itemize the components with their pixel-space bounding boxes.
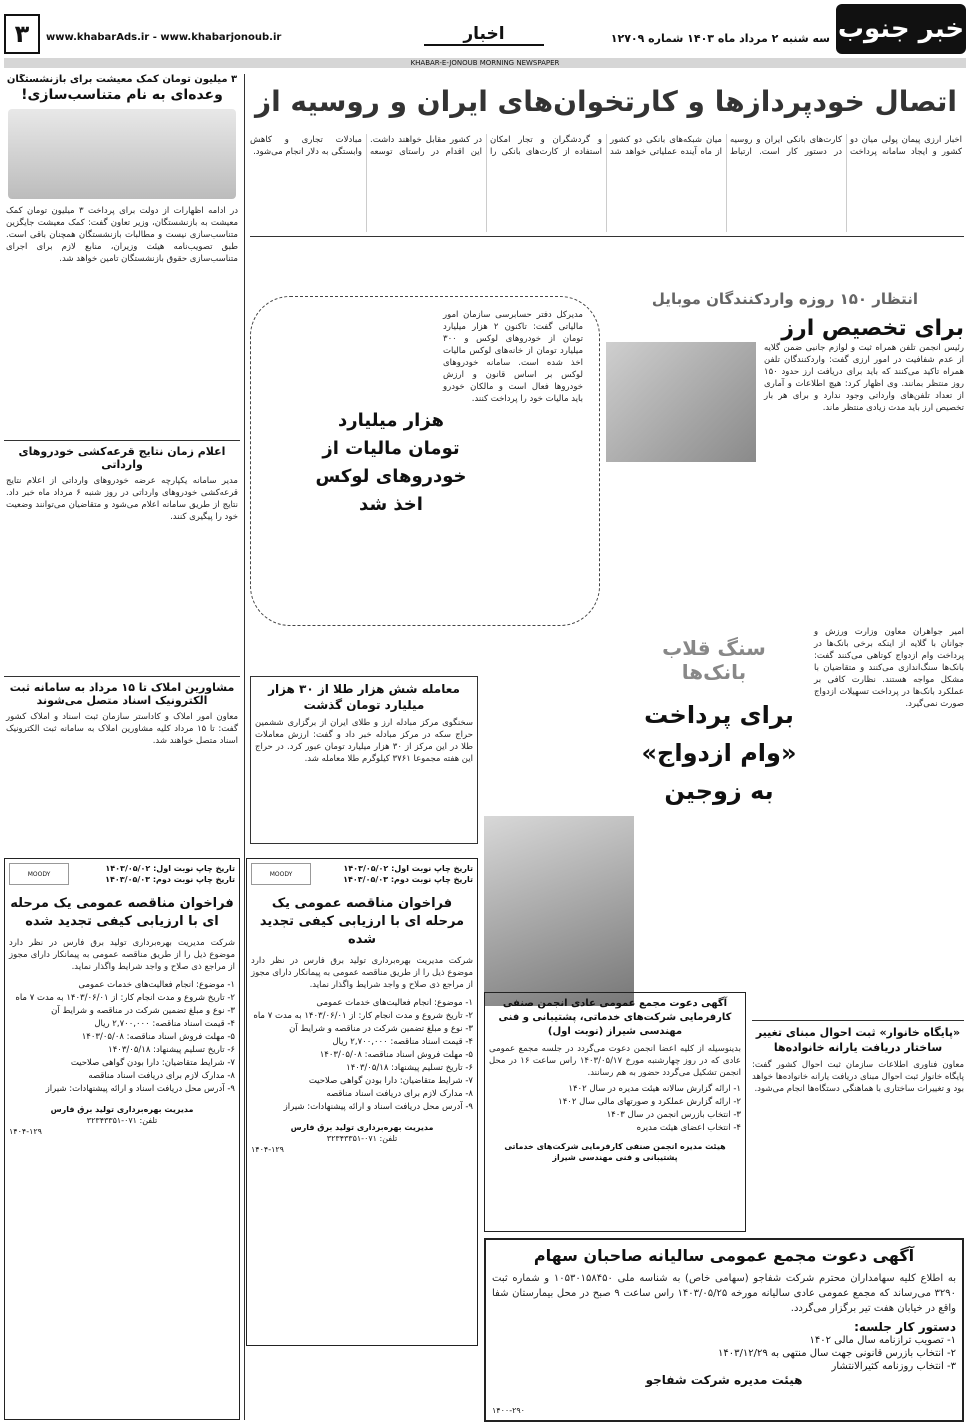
tender-item: ۷- شرایط متقاضیان: دارا بودن گواهی صلاحیت: [308, 1076, 473, 1086]
tender-ad-1: [4, 858, 240, 1420]
agenda-item: ۳- انتخاب بازرس انجمن در سال ۱۴۰۳: [606, 1110, 741, 1120]
tender-date-1: تاریخ چاپ نوبت اول: ۱۴۰۳/۰۵/۰۲: [105, 864, 235, 873]
tender-footer: مدیریت بهره‌برداری تولید برق فارس: [290, 1123, 434, 1132]
tender-title: فراخوان مناقصه عمومی یک مرحله ای با ارزیابی کیفی تجدید شده: [259, 896, 465, 947]
tender-item: ۵- مهلت فروش اسناد مناقصه: ۱۴۰۳/۰۵/۰۸: [81, 1032, 235, 1042]
gold-body: سخنگوی مرکز مبادله ارز و طلای ایران از برگزاری ششمین حراج سکه در مرکز مبادله خبر داد و گفت: ارزش معاملات طلا در این مرکز از ۳۰ هزار میلیارد تومان عبور کرد. در حراج این هفته مجموعا ۳۷۶۱ کیلوگرم طلا معامله شد.: [255, 718, 473, 764]
loan-kicker: سنگ قلاب بانک‌ها: [662, 636, 766, 684]
tender-date-2: تاریخ چاپ نوبت دوم: ۱۴۰۳/۰۵/۰۳: [343, 875, 473, 884]
tender-items: [251, 997, 473, 1114]
tender-item: ۱- موضوع: انجام فعالیت‌های خدمات عمومی: [316, 998, 473, 1008]
agenda-item: ۲- ارائه گزارش عملکرد و صورتهای مالی سال ۱۴۰۲: [558, 1097, 741, 1107]
tender-item: ۹- آدرس محل دریافت اسناد و ارائه پیشنهادات: شیراز: [45, 1084, 235, 1094]
tender-phone: تلفن: ۰۷۱-۳۲۳۴۳۳۵۱: [326, 1134, 398, 1143]
tender-phone: تلفن: ۰۷۱-۳۲۳۴۳۳۵۱: [86, 1116, 158, 1125]
sidebar-pension: [4, 74, 240, 434]
pension-illustration: [8, 109, 236, 199]
tender-items: [9, 979, 235, 1096]
sidebar-property: [4, 676, 240, 846]
cert-logo: MOODY: [251, 863, 311, 885]
lottery-body: مدیر سامانه یکپارچه عرضه خودروهای وارداتی از اعلام نتایج قرعه‌کشی خودروهای وارداتی در روز شنبه ۶ مرداد ماه خبر داد. نتایج از طریق سامانه اعلام می‌شود و متقاضیان می‌توانند وضعیت خود را پیگیری کنند.: [6, 476, 238, 522]
registry-headline: «پایگاه خانوار» ثبت احوال مبنای تغییر ساختار دریافت یارانه خانواده‌ها: [755, 1026, 961, 1054]
tender-item: ۱- موضوع: انجام فعالیت‌های خدمات عمومی: [78, 980, 235, 990]
tender-item: ۵- مهلت فروش اسناد مناقصه: ۱۴۰۳/۰۵/۰۸: [319, 1050, 473, 1060]
property-headline: مشاورین املاک تا ۱۵ مرداد به سامانه ثبت الکترونیک اسناد متصل می‌شوند: [9, 681, 235, 707]
tender-item: ۹- آدرس محل دریافت اسناد و ارائه پیشنهادات: شیراز: [283, 1102, 473, 1112]
tender-item: ۳- نوع و مبلغ تضمین شرکت در مناقصه و شرایط آن: [289, 1024, 473, 1034]
tax-body: مدیرکل دفتر حسابرسی سازمان امور مالیاتی گفت: تاکنون ۲ هزار میلیارد تومان از خودروهای لوکس و ۳۰۰ میلیارد تومان از خانه‌های لوکس مالیات اخذ شده است. سامانه خودروهای لوکس بر اساس قانون و ارزش خودروها فعال است و مالکان خودرو باید مالیات خود را پرداخت کنند.: [443, 310, 583, 404]
agenda-item: ۲- انتخاب بازرس قانونی جهت سال منتهی به ۱۴۰۳/۱۲/۲۹: [718, 1348, 956, 1359]
notice-footer: هیئت مدیره انجمن صنفی کارفرمایی شرکت‌های خدماتی پشتیبانی و فنی مهندسی شیراز: [504, 1142, 726, 1162]
shareholders-agenda-title: دستور کار جلسه:: [854, 1320, 956, 1334]
agenda-item: ۱- ارائه گزارش سالانه هیئت مدیره در سال ۱۴۰۲: [568, 1084, 741, 1094]
agenda-item: ۳- انتخاب روزنامه کثیرالانتشار: [831, 1361, 956, 1372]
sidebar-headline: وعده‌ای به نام متناسب‌سازی!: [21, 87, 223, 103]
shareholders-title: آگهی دعوت مجمع عمومی سالیانه صاحبان سهام: [533, 1246, 915, 1265]
lead-body: اخبار ارزی پیمان پولی میان دو کشور و ایجاد سامانه پرداخت کارت‌های بانکی ایران و روسیه در دستور کار است. ارتباط میان شبکه‌های بانکی دو کشور از ماه آینده عملیاتی خواهد شد و گردشگران و تجار امکان استفاده از کارت‌های بانکی را در کشور مقابل خواهند داشت. این اقدام در راستای توسعه مبادلات تجاری و کاهش وابستگی به دلار انجام می‌شود.: [250, 135, 962, 157]
tax-headline: هزار میلیارد تومان مالیات از خودروهای لوکس اخذ شد: [315, 410, 467, 515]
issue-date: سه شنبه ۲ مرداد ماه ۱۴۰۳ شماره ۱۲۷۰۹: [610, 32, 830, 45]
shareholders-body: به اطلاع کلیه سهامداران محترم شرکت شفاجو (سهامی خاص) به شناسه ملی ۱۰۵۳۰۱۵۸۴۵۰ و شماره ثبت ۳۲۹۰ می‌رساند که مجمع عمومی عادی سالیانه مورخه ۱۴۰۳/۰۵/۲۵ راس ساعت ۹ صبح در محل بیمارستان شفا واقع در خیابان هفت تیر برگزار می‌گردد.: [492, 1273, 957, 1314]
phones-money-photo: [606, 342, 756, 462]
tender-item: ۴- قیمت اسناد مناقصه: ۲,۷۰۰,۰۰۰ ریال: [332, 1037, 473, 1047]
notice-agenda: [489, 1083, 741, 1135]
tender-item: ۶- تاریخ تسلیم پیشنهاد: ۱۴۰۳/۰۵/۱۸: [346, 1063, 473, 1073]
association-notice: [484, 992, 746, 1232]
currency-story: [606, 290, 964, 620]
currency-headline: برای تخصیص ارز: [781, 316, 964, 341]
cert-logo: MOODY: [9, 863, 69, 885]
loan-headline: برای پرداخت «وام ازدواج» به زوجین: [641, 701, 797, 805]
tender-item: ۲- تاریخ شروع و مدت انجام کار: از ۱۴۰۳/۰۶/۰۱ به مدت ۷ ماه: [15, 993, 235, 1003]
tender-date-1: تاریخ چاپ نوبت اول: ۱۴۰۳/۰۵/۰۲: [343, 864, 473, 873]
sidebar-body: در ادامه اظهارات از دولت برای پرداخت ۳ میلیون تومان کمک معیشت به بازنشستگان، وزیر تعاون گفت: کمک معیشت جایگزین متناسب‌سازی نیست و مطالبات بازنشستگان همچنان باقی است. طبق تصویب‌نامه هیئت وزیران، منابع لازم برای اجرای متناسب‌سازی حقوق بازنشستگان تامین خواهد شد.: [6, 206, 238, 264]
currency-body: رئیس انجمن تلفن همراه ثبت و لوازم جانبی ضمن گلایه از عدم شفافیت در امور ارزی گفت: واردکنندگان تلفن همراه تاکید می‌کنند که باید برای دریافت ارز حدود ۱۵۰ روز منتظر بمانند. وی اظهار کرد: هیچ اطلاعات و آماری از تعداد تلفن‌های وارداتی وجود ندارد و برای هر بار تخصیص ارز باید مدت زیادی منتظر ماند.: [764, 343, 964, 413]
masthead: [4, 4, 966, 58]
tender-ad-2: [246, 858, 478, 1346]
registry-story: [752, 1020, 964, 1210]
divider: [250, 236, 964, 237]
sidebar-kicker: ۳ میلیون تومان کمک معیشت برای بازنشستگان: [6, 74, 238, 85]
shareholders-code: ۱۴۰۰-۲۹۰: [492, 1406, 525, 1415]
notice-title: آگهی دعوت مجمع عمومی عادی انجمن صنفی کارفرمایی شرکت‌های خدماتی، پشتیبانی و فنی مهندسی شیراز (نوبت اول): [498, 998, 732, 1037]
sidebar-lottery: [4, 440, 240, 672]
money-rings-photo: [484, 816, 634, 1006]
registry-body: معاون فناوری اطلاعات سازمان ثبت احوال کشور گفت: پایگاه خانوار ثبت احوال مبنای دریافت یارانه خانواده‌ها خواهد بود و تغییرات ساختاری با هماهنگی دستگاه‌ها انجام می‌شود.: [752, 1060, 964, 1094]
tender-footer: مدیریت بهره‌برداری تولید برق فارس: [50, 1105, 194, 1114]
loan-story: [484, 626, 964, 1018]
tender-item: ۲- تاریخ شروع و مدت انجام کار: از ۱۴۰۳/۰۶/۰۱ به مدت ۷ ماه: [253, 1011, 473, 1021]
shareholders-agenda: [492, 1334, 956, 1373]
agenda-item: ۱- تصویب ترازنامه سال مالی ۱۴۰۲: [809, 1335, 956, 1346]
tender-item: ۴- قیمت اسناد مناقصه: ۲,۷۰۰,۰۰۰ ریال: [94, 1019, 235, 1029]
website-url[interactable]: www.khabarAds.ir - www.khabarjonoub.ir: [46, 32, 282, 43]
tender-item: ۶- تاریخ تسلیم پیشنهاد: ۱۴۰۳/۰۵/۱۸: [108, 1045, 235, 1055]
tender-intro: شرکت مدیریت بهره‌برداری تولید برق فارس در نظر دارد موضوع ذیل را از طریق مناقصه عمومی به پیمانکار دارای مجوز از مراجع ذی صلاح و واجد شرایط واگذار نماید.: [251, 956, 473, 990]
tender-code: ۱۴۰۴-۱۲۹: [251, 1145, 284, 1154]
section-label: اخبار: [424, 24, 544, 46]
tender-item: ۸- مدارک لازم برای دریافت اسناد مناقصه: [88, 1071, 235, 1081]
tender-item: ۸- مدارک لازم برای دریافت اسناد مناقصه: [326, 1089, 473, 1099]
shareholders-footer: هیئت مدیره شرکت شفاجو: [645, 1373, 803, 1387]
lottery-headline: اعلام زمان نتایج قرعه‌کشی خودروهای وارداتی: [18, 445, 226, 471]
agenda-item: ۴- انتخاب اعضای هیئت مدیره: [636, 1123, 741, 1133]
tender-title: فراخوان مناقصه عمومی یک مرحله ای با ارزیابی کیفی تجدید شده: [10, 896, 234, 929]
tender-item: ۳- نوع و مبلغ تضمین شرکت در مناقصه و شرایط آن: [51, 1006, 235, 1016]
shareholders-notice: [484, 1238, 964, 1422]
tax-story: [250, 296, 600, 626]
newspaper-logo: خبر جنوب: [836, 4, 966, 54]
tender-code: ۱۴۰۴-۱۲۹: [9, 1127, 42, 1136]
lead-headline: اتصال خودپردازها و کارتخوان‌های ایران و روسیه از: [254, 85, 958, 118]
page-number: ۳: [4, 14, 40, 54]
property-body: معاون امور املاک و کاداستر سازمان ثبت اسناد و املاک کشور گفت: تا ۱۵ مرداد کلیه مشاورین املاک به سامانه ثبت الکترونیک اسناد متصل خواهند شد.: [6, 712, 238, 746]
notice-body: بدینوسیله از کلیه اعضا انجمن دعوت می‌گردد در جلسه مجمع عمومی عادی که در روز چهارشنبه مورخ ۱۴۰۳/۰۵/۱۷ راس ساعت ۱۶ در محل انجمن تشکیل می‌گردد حضور به هم رسانند.: [489, 1044, 741, 1078]
tender-intro: شرکت مدیریت بهره‌برداری تولید برق فارس در نظر دارد موضوع ذیل را از طریق مناقصه عمومی به پیمانکار دارای مجوز از مراجع ذی صلاح و واجد شرایط واگذار نماید.: [9, 938, 235, 972]
gold-story: [250, 676, 478, 844]
currency-kicker: انتظار ۱۵۰ روزه واردکنندگان موبایل: [651, 290, 919, 308]
loan-body: امیر جواهران معاون وزارت ورزش و جوانان با گلایه از اینکه برخی بانک‌ها در پرداخت وام ازدواج کوتاهی می‌کنند گفت: بانک‌ها سنگ‌اندازی می‌کنند و متقاضیان با مشکل مواجه هستند. نظارت کافی بر عملکرد بانک‌ها در پرداخت تسهیلات ازدواج صورت نمی‌گیرد.: [814, 627, 964, 709]
masthead-strip: KHABAR-E-JONOUB MORNING NEWSPAPER: [4, 58, 966, 68]
divider: [244, 74, 245, 1420]
gold-headline: معامله شش هزار طلا از ۳۰ هزار میلیارد تومان گذشت: [268, 682, 460, 712]
tender-item: ۷- شرایط متقاضیان: دارا بودن گواهی صلاحیت: [70, 1058, 235, 1068]
tender-date-2: تاریخ چاپ نوبت دوم: ۱۴۰۳/۰۵/۰۳: [105, 875, 235, 884]
